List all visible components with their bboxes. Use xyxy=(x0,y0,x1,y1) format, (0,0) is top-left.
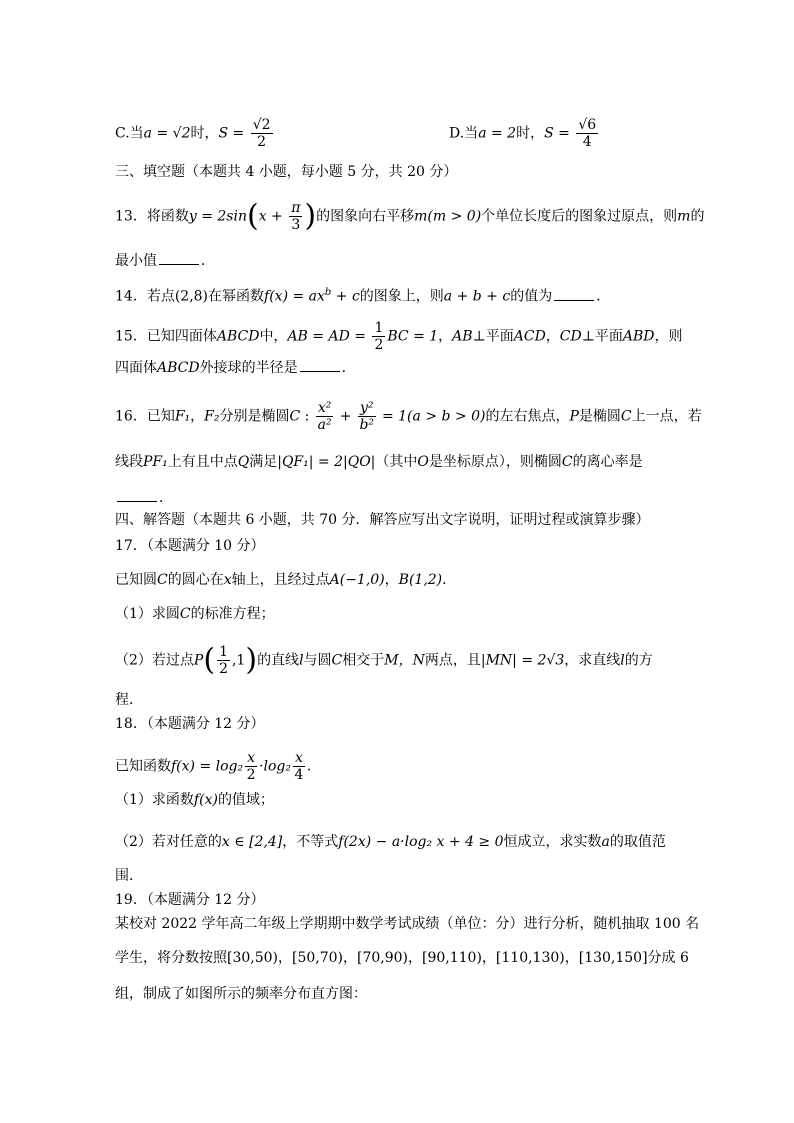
q17p2-p: P xyxy=(193,652,204,669)
answer-blank xyxy=(117,487,157,502)
question-16-cont2 xyxy=(115,487,173,508)
question-18 xyxy=(115,750,321,783)
option-d-prefix: D.当 xyxy=(449,125,479,142)
q13-post: 的图象向右平移 xyxy=(316,208,415,225)
q13-pi: π xyxy=(291,200,301,216)
q13-lparen: ( xyxy=(246,198,259,234)
q16-f2: F₂ xyxy=(204,408,220,425)
q14-b: b xyxy=(324,287,332,298)
question-18-title: 18．（本题满分 12 分） xyxy=(115,716,265,732)
q16c-end: ． xyxy=(159,490,173,506)
q17p2-one: 1 xyxy=(219,644,228,660)
q13-frac xyxy=(289,200,302,233)
q15-abcd: ABCD xyxy=(216,328,260,345)
q14-c: + c xyxy=(331,288,360,305)
q15-abd: ABD xyxy=(622,328,655,345)
q13-m: m(m > 0) xyxy=(414,208,482,225)
q16-mid2: 的左右焦点， xyxy=(485,408,570,425)
q16b-mid3: （其中 xyxy=(375,454,418,470)
q17p2-post: 的方 xyxy=(624,652,653,669)
option-c xyxy=(115,117,275,150)
q17-s3: 轴上，且经过点 xyxy=(231,572,330,588)
q14-pre: 14．若点 xyxy=(115,288,175,305)
q18p2-a: a xyxy=(601,834,610,850)
section-4-heading: 四、解答题（本题共 6 小题，共 70 分．解答应写出文字说明，证明过程或演算步骤） xyxy=(115,512,650,528)
q17-a: A(−1,0) xyxy=(329,572,385,588)
q16-b2: b² xyxy=(359,417,375,433)
q18-dot: ·log₂ xyxy=(259,758,291,775)
q15-eq2: BC = 1 xyxy=(387,328,439,345)
question-14 xyxy=(115,283,610,307)
question-19-line-1: 某校对 2022 学年高二年级上学期期中数学考试成绩（单位：分）进行分析，随机抽取 100 名 xyxy=(115,916,700,932)
q16b-o: O xyxy=(417,454,429,470)
q16-frac-x xyxy=(316,400,334,433)
q15b-post: 外接球的半径是 xyxy=(199,360,298,376)
q16-c2: C xyxy=(620,408,632,425)
q13-post3: 的 xyxy=(690,208,705,225)
q13-post2: 个单位长度后的图象过原点，则 xyxy=(481,208,678,225)
q18-x1: x xyxy=(247,750,256,766)
q16b-mid: 上有且中点 xyxy=(167,454,238,470)
q15-cd: CD xyxy=(559,328,582,345)
question-17-part-2-cont: 程． xyxy=(115,692,143,708)
question-17 xyxy=(115,570,456,590)
question-18-part-1 xyxy=(115,790,274,810)
q14-end: ． xyxy=(596,288,611,305)
q18p2-pre: （2）若对任意的 xyxy=(115,834,222,850)
q18p1-pre: （1）求函数 xyxy=(115,792,194,808)
q17p2-eq: |MN| = 2√3 xyxy=(480,652,565,669)
q16b-mid4: 是坐标原点），则椭圆 xyxy=(428,454,562,470)
q17p2-rest: ,1 xyxy=(231,652,246,669)
q15-ab: AB xyxy=(452,328,473,345)
q18-frac-2 xyxy=(293,750,305,783)
section-3-heading: 三、填空题（本题共 4 小题，每小题 5 分，共 20 分） xyxy=(115,164,458,180)
answer-blank xyxy=(554,286,594,301)
q17p1-post: 的标准方程； xyxy=(190,606,275,622)
q16-c: C xyxy=(289,408,301,425)
answer-blank xyxy=(300,357,340,372)
q15b-end: ． xyxy=(341,360,356,376)
option-d-den: 4 xyxy=(582,134,592,150)
option-d-frac xyxy=(576,117,598,150)
q17p2-two: 2 xyxy=(219,661,228,677)
question-18-part-2-cont: 围． xyxy=(115,868,143,884)
q14-mid: 在幂函数 xyxy=(208,288,265,305)
question-17-title: 17．（本题满分 10 分） xyxy=(115,538,265,554)
option-c-frac xyxy=(251,117,273,150)
q18-frac-1 xyxy=(245,750,257,783)
q16-mid3: 是椭圆 xyxy=(578,408,621,425)
q16b-q: Q xyxy=(237,454,250,470)
q17-x: x xyxy=(223,572,232,588)
q16b-pf1: PF₁ xyxy=(143,454,168,470)
question-17-part-2 xyxy=(115,644,653,677)
q16-x2: x² xyxy=(317,400,332,416)
q16-post: 上一点，若 xyxy=(631,408,702,425)
q17p2-l: l xyxy=(299,652,304,669)
q16-plus: + xyxy=(335,408,356,425)
q14-pt: (2,8) xyxy=(174,288,209,305)
q15-pre: 15．已知四面体 xyxy=(115,328,217,345)
question-19-line-3: 组，制成了如图所示的频率分布直方图： xyxy=(115,986,367,1002)
q17p2-frac xyxy=(217,644,230,677)
q18p2-post: 的取值范 xyxy=(609,834,666,850)
q18p1-f: f(x) xyxy=(193,792,218,808)
q16-mid: 分别是椭圆 xyxy=(219,408,290,425)
q18-d1: 2 xyxy=(246,767,256,783)
q18p2-ineq: f(2x) − a·log₂ x + 4 ≥ 0 xyxy=(338,834,504,850)
option-c-lhs: S = xyxy=(218,125,249,142)
q13-inner: x + xyxy=(258,208,288,225)
q17p2-mn: M，N xyxy=(384,652,425,669)
q17p2-l2: l xyxy=(620,652,625,669)
q17p2-lparen: ( xyxy=(203,642,216,678)
q16-a2: a² xyxy=(317,417,332,433)
q17p2-rparen: ) xyxy=(245,642,258,678)
q15-p2: ⊥平面 xyxy=(472,328,514,345)
q16b-c: C xyxy=(561,454,573,470)
q13-three: 3 xyxy=(291,217,301,233)
q16b-mid2: 满足 xyxy=(249,454,278,470)
q16-p: P xyxy=(569,408,579,425)
question-15 xyxy=(115,320,683,353)
q18p2-x: x ∈ [2,4] xyxy=(221,834,283,850)
question-19-title: 19．（本题满分 12 分） xyxy=(115,892,265,908)
q18-f: f(x) = log₂ xyxy=(171,758,244,775)
q14-sum: a + b + c xyxy=(443,288,511,305)
q17-s5: ． xyxy=(442,572,457,588)
question-19-line-2: 学生，将分数按照[30,50)，[50,70)，[70,90)，[90,110)，[110,130)，[130,150]分成 6 xyxy=(115,950,689,966)
q18-x2: x xyxy=(294,750,303,766)
q18-pre: 已知函数 xyxy=(115,758,171,775)
q17-s2: 的圆心在 xyxy=(167,572,224,588)
q15-frac xyxy=(372,320,385,353)
q15-one: 1 xyxy=(374,320,384,336)
q17-b: B(1,2) xyxy=(398,572,443,588)
q17p2-mid: 的直线 xyxy=(257,652,300,669)
q15-acd: ACD xyxy=(513,328,546,345)
option-d-num: √6 xyxy=(578,117,597,133)
option-d-mid: 时， xyxy=(516,125,545,142)
q17p1-c: C xyxy=(179,606,191,622)
q16b-post: 的离心率是 xyxy=(572,454,643,470)
option-c-mid: 时， xyxy=(190,125,219,142)
q14-post: 的值为 xyxy=(510,288,553,305)
q17p2-mid4: 两点，且 xyxy=(424,652,481,669)
q13-pre: 13．将函数 xyxy=(115,208,189,225)
option-c-prefix: C.当 xyxy=(115,125,144,142)
q17p1-pre: （1）求圆 xyxy=(115,606,180,622)
option-d-a: a = 2 xyxy=(478,125,517,142)
q14-mid2: 的图象上，则 xyxy=(359,288,444,305)
q17-s4: ， xyxy=(384,572,399,588)
q15b-abcd: ABCD xyxy=(157,360,200,376)
q18p1-post: 的值域； xyxy=(217,792,274,808)
q16-colon: : xyxy=(300,408,314,425)
q18p2-mid: ，不等式 xyxy=(282,834,339,850)
q15b-pre: 四面体 xyxy=(115,360,157,376)
q15-eq: AB = AD = xyxy=(287,328,371,345)
q16-sep: ， xyxy=(190,408,205,425)
q17p2-mid5: ，求直线 xyxy=(564,652,621,669)
question-15-cont xyxy=(115,357,356,378)
q17p2-mid2: 与圆 xyxy=(303,652,332,669)
q14-f: f(x) = ax xyxy=(264,288,325,305)
q15-p1: ， xyxy=(438,328,453,345)
q16-frac-y xyxy=(358,400,376,433)
answer-blank xyxy=(159,250,199,265)
question-18-part-2 xyxy=(115,832,666,852)
q13-m2: m xyxy=(677,208,691,225)
q13-func: y = 2sin xyxy=(188,208,247,225)
option-c-num: √2 xyxy=(252,117,271,133)
question-16 xyxy=(115,400,702,433)
q17p2-c: C xyxy=(331,652,343,669)
option-d xyxy=(449,117,600,150)
q15-p5: ，则 xyxy=(654,328,683,345)
q16b-eq: |QF₁| = 2|QO| xyxy=(277,454,376,470)
q15-p4: ⊥平面 xyxy=(581,328,623,345)
q13-rparen: ) xyxy=(304,198,317,234)
q16b-pre: 线段 xyxy=(115,454,143,470)
question-16-cont xyxy=(115,452,643,472)
q13b-end: ． xyxy=(201,253,215,269)
option-d-lhs: S = xyxy=(544,125,575,142)
q17p2-pre: （2）若过点 xyxy=(115,652,194,669)
question-13 xyxy=(115,200,704,233)
q16-y2: y² xyxy=(359,400,374,416)
q18p2-mid2: 恒成立，求实数 xyxy=(503,834,602,850)
q16-f1: F₁ xyxy=(174,408,191,425)
q15-mid: 中， xyxy=(259,328,288,345)
option-c-a: a = √2 xyxy=(143,125,191,142)
q17p2-mid3: 相交于 xyxy=(342,652,385,669)
question-13-cont xyxy=(115,250,215,271)
q16-pre: 16．已知 xyxy=(115,408,175,425)
q17-c: C xyxy=(157,572,168,588)
q16-eq: = 1(a > b > 0) xyxy=(377,408,486,425)
q15-two: 2 xyxy=(374,337,384,353)
q15-p3: ， xyxy=(545,328,560,345)
option-c-den: 2 xyxy=(257,134,267,150)
q13b-text: 最小值 xyxy=(115,253,157,269)
q18-d2: 4 xyxy=(294,767,304,783)
question-17-part-1 xyxy=(115,604,275,624)
q18-end: ． xyxy=(306,758,321,775)
q17-s1: 已知圆 xyxy=(115,572,157,588)
